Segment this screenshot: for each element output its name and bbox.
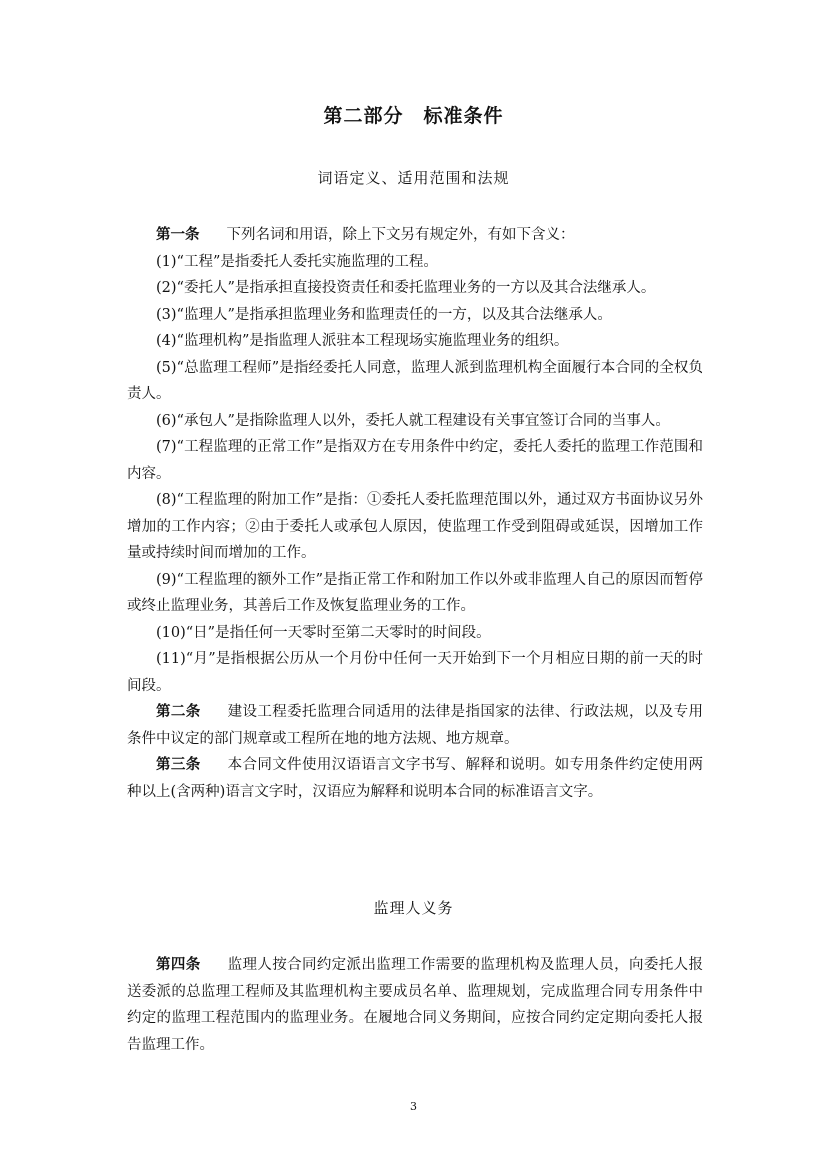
definition-item: (5)“总监理工程师”是指经委托人同意，监理人派到监理机构全面履行本合同的全权负责人。: [127, 359, 703, 402]
definition-item: (2)“委托人”是指承担直接投资责任和委托监理业务的一方以及其合法继承人。: [156, 280, 656, 296]
article-text: 下列名词和用语，除上下文另有规定外，有如下含义：: [226, 227, 575, 243]
definition-item: (10)“日”是指任何一天零时至第二天零时的时间段。: [156, 624, 491, 641]
page-title: 第二部分 标准条件: [323, 105, 504, 127]
definition-item: (7)“工程监理的正常工作”是指双方在专用条件中约定，委托人委托的监理工作范围和内容。: [127, 439, 703, 482]
definitions-body: [127, 222, 703, 805]
definition-item: (11)“月”是指根据公历从一个月份中任何一天开始到下一个月相应日期的前一天的时间段。: [127, 651, 703, 694]
article-1: [127, 222, 703, 249]
article-label: 第三条: [156, 756, 201, 773]
article-label: 第四条: [156, 956, 201, 973]
article-text: 本合同文件使用汉语语言文字书写、解释和说明。如专用条件约定使用两种以上(含两种)语言文字时，汉语应为解释和说明本合同的标准语言文字。: [127, 757, 704, 800]
page-number: 3: [410, 1100, 417, 1113]
section-heading-obligations: 监理人义务: [373, 899, 454, 917]
definition-item: (6)“承包人”是指除监理人以外，委托人就工程建设有关事宜签订合同的当事人。: [156, 412, 670, 429]
article-text: 监理人按合同约定派出监理工作需要的监理机构及监理人员，向委托人报送委派的总监理工程师及其监理机构主要成员名单、监理规划，完成监理合同专用条件中约定的监理工程范围内的监理业务。在履地合同义务期间，应按合同约定定期向委托人报告监理工作。: [127, 957, 704, 1053]
article-3: [127, 752, 703, 805]
section-heading-definitions: 词语定义、适用范围和法规: [317, 169, 510, 187]
article-4: [127, 952, 703, 1058]
obligations-body: [127, 952, 703, 1058]
article-label: 第二条: [156, 703, 201, 720]
definition-item: (1)“工程”是指委托人委托实施监理的工程。: [156, 253, 438, 270]
definition-item: (8)“工程监理的附加工作”是指：①委托人委托监理范围以外，通过双方书面协议另外增加的工作内容；②由于委托人或承包人原因，使监理工作受到阻碍或延误，因增加工作量或持续时间而增加的工作。: [127, 492, 703, 561]
article-label: 第一条: [156, 226, 200, 243]
definition-item: (9)“工程监理的额外工作”是指正常工作和附加工作以外或非监理人自己的原因而暂停或终止监理业务，其善后工作及恢复监理业务的工作。: [127, 571, 703, 614]
article-2: [127, 699, 703, 752]
article-text: 建设工程委托监理合同适用的法律是指国家的法律、行政法规，以及专用条件中议定的部门规章或工程所在地的地方法规、地方规章。: [127, 704, 704, 747]
definition-item: (3)“监理人”是指承担监理业务和监理责任的一方，以及其合法继承人。: [156, 306, 612, 323]
definition-item: (4)“监理机构”是指监理人派驻本工程现场实施监理业务的组织。: [156, 333, 569, 349]
